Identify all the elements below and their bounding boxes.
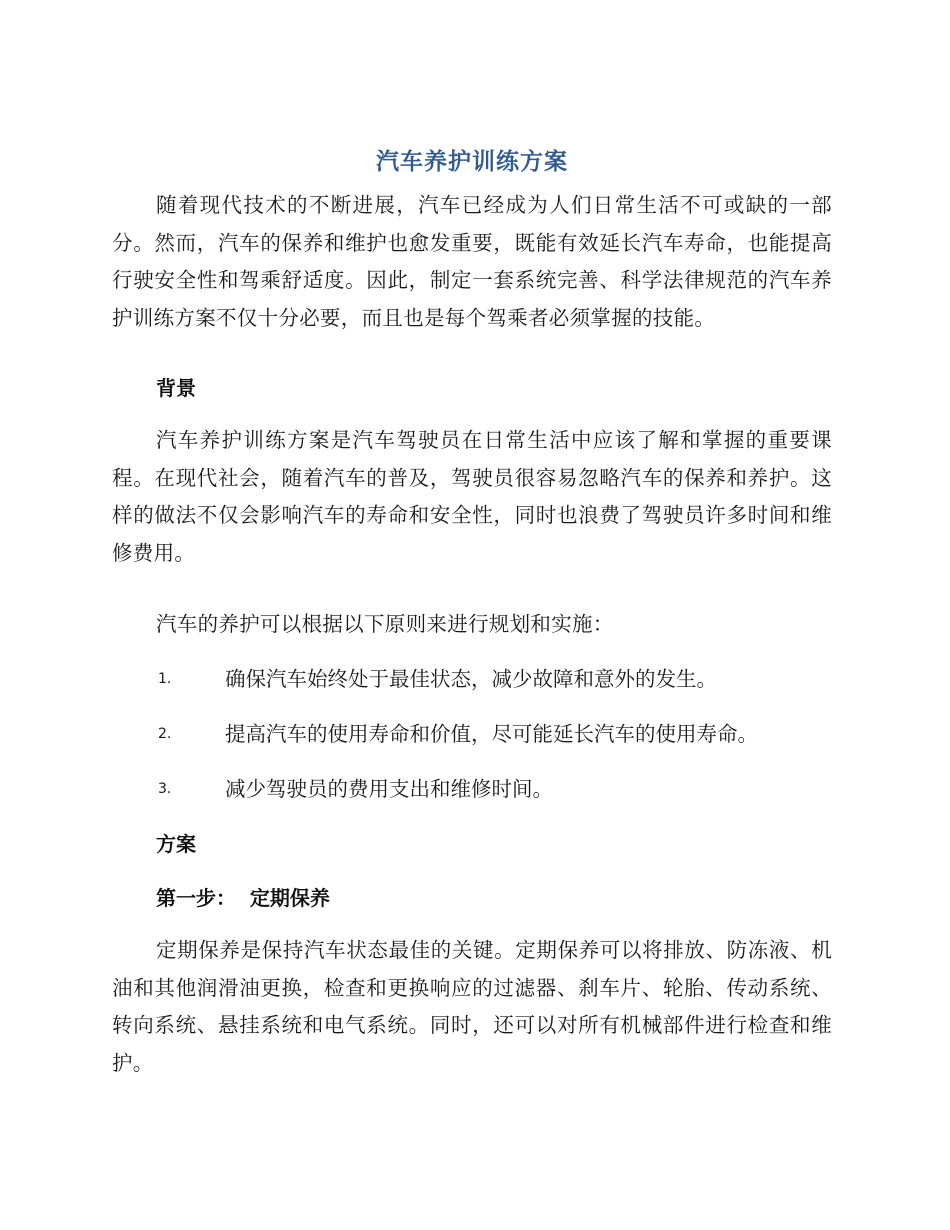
principle-item bbox=[158, 719, 838, 749]
list-text: 确保汽车始终处于最佳状态，减少故障和意外的发生。 bbox=[225, 667, 717, 691]
plan-heading: 方案 bbox=[156, 832, 196, 856]
step1-paragraph: 定期保养是保持汽车状态最佳的关键。定期保养可以将排放、防冻液、机油和其他润滑油更换，检查和更换响应的过滤器、刹车片、轮胎、传动系统、转向系统、悬挂系统和电气系统。同时，还可以对所有机械部件进行检查和维护。 bbox=[112, 938, 832, 1075]
list-number: 2. bbox=[158, 726, 172, 742]
list-text: 提高汽车的使用寿命和价值，尽可能延长汽车的使用寿命。 bbox=[225, 722, 758, 746]
intro-paragraph: 随着现代技术的不断进展，汽车已经成为人们日常生活不可或缺的一部分。然而，汽车的保养和维护也愈发重要，既能有效延长汽车寿命，也能提高行驶安全性和驾乘舒适度。因此，制定一套系统完善、科学法律规范的汽车养护训练方案不仅十分必要，而且也是每个驾乘者必须掌握的技能。 bbox=[112, 193, 832, 330]
document-title: 汽车养护训练方案 bbox=[376, 149, 568, 175]
principle-item bbox=[158, 664, 838, 694]
background-paragraph: 汽车养护训练方案是汽车驾驶员在日常生活中应该了解和掌握的重要课程。在现代社会，随着汽车的普及，驾驶员很容易忽略汽车的保养和养护。这样的做法不仅会影响汽车的寿命和安全性，同时也浪费了驾驶员许多时间和维修费用。 bbox=[112, 428, 832, 565]
list-number: 3. bbox=[158, 781, 172, 797]
background-heading: 背景 bbox=[156, 376, 196, 400]
principle-item bbox=[158, 774, 838, 804]
list-text: 减少驾驶员的费用支出和维修时间。 bbox=[225, 777, 553, 801]
step1-heading: 第一步： 定期保养 bbox=[156, 886, 330, 910]
principles-intro: 汽车的养护可以根据以下原则来进行规划和实施： bbox=[156, 612, 614, 636]
list-number: 1. bbox=[158, 671, 172, 687]
